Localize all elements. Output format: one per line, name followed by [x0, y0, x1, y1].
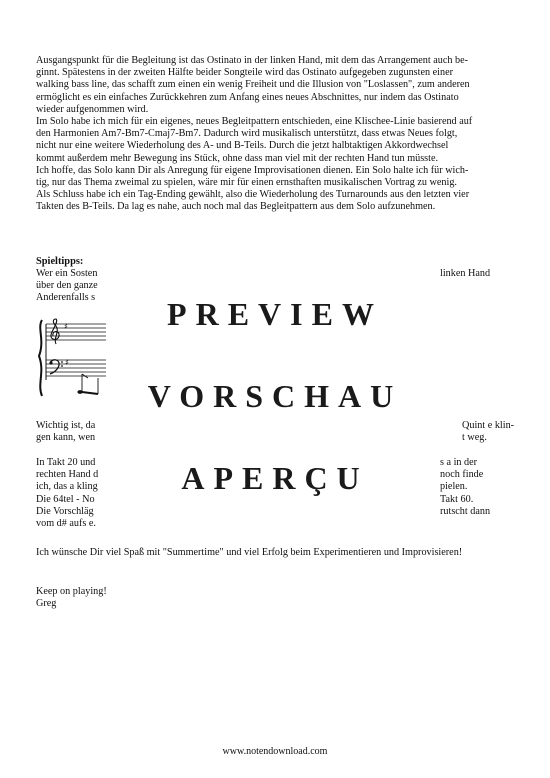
takt-line: Die Vorschläg: [36, 505, 94, 517]
intro-line: Als Schluss habe ich ein Tag-Ending gewählt, also die Wiederholung des Turnarounds aus den letzten vier: [36, 189, 470, 201]
intro-line: Im Solo habe ich mich für ein eigenes, neues Begleitpattern entschieden, eine Klischee-Linie basierend auf: [36, 116, 473, 128]
intro-line: nicht nur eine weitere Wiederholung des A- und B-Teils. Durch die jetzt halbtaktigen Akkordwechsel: [36, 140, 449, 152]
takt-line: Die 64tel - No: [36, 493, 95, 505]
takt-line: rechten Hand d: [36, 469, 99, 481]
watermark-vorschau: VORSCHAU: [147, 378, 403, 414]
intro-line: Takten des B-Teils. Da lag es nahe, auch noch mal das Begleitpattern aus dem Solo aufzunehmen.: [36, 201, 436, 213]
takt-line: s a in der: [440, 457, 478, 468]
intro-line: tig, nur das Thema zweimal zu spielen, wäre mir für einen ernsthaften musikalischen Vortrag zu wenig.: [36, 177, 457, 189]
intro-line: wieder aufgenommen wird.: [36, 103, 149, 115]
wichtig-line: t weg.: [462, 432, 487, 444]
wichtig-line: gen kann, wen: [36, 432, 96, 444]
takt-line: [440, 518, 490, 530]
sharp-icon: ♯: [64, 322, 68, 331]
wichtig-line: Quint e klin-: [462, 420, 515, 431]
intro-line: walking bass line, das schafft zum einen ein wenig Freiheit und die Illusion von "Loslassen", zum anderen: [36, 79, 470, 91]
signoff-name: Greg: [36, 598, 57, 610]
tips-line: Wer ein Sosten: [36, 268, 98, 279]
intro-line: ermöglicht es ein einfaches Zurückkehren zum Anfang eines neues Abschnittes, nur indem das Ostinato: [36, 91, 459, 103]
takt-line: noch finde: [440, 469, 484, 481]
tips-line: über den ganze: [36, 280, 98, 292]
signoff: [36, 586, 107, 610]
takt-line: In Takt 20 und: [36, 457, 96, 468]
intro-line: Ich hoffe, das Solo kann Dir als Anregung für eigene Improvisationen dienen. Ein Solo halte ich für wich-: [36, 164, 469, 176]
tips-line: linken Hand: [440, 268, 491, 279]
bass-staff: [46, 360, 106, 376]
tips-heading: Spieltipps:: [36, 256, 84, 267]
takt-line: Takt 60.: [440, 493, 474, 505]
intro-line: Ausgangspunkt für die Begleitung ist das Ostinato in der linken Hand, mit dem das Arrangement auch be-: [36, 55, 469, 66]
wichtig-text-left: [36, 420, 95, 444]
takt-line: pielen.: [440, 481, 468, 493]
tips-line: Anderenfalls s: [36, 292, 96, 304]
wichtig-text-right: [462, 420, 514, 444]
tips-text-right: [440, 268, 490, 280]
closing-sentence: Ich wünsche Dir viel Spaß mit "Summertime" und viel Erfolg beim Experimentieren und Improvisieren!: [36, 547, 463, 558]
intro-paragraph: [36, 55, 513, 214]
intro-line: den Harmonien Am7-Bm7-Cmaj7-Bm7. Dadurch wird musikalisch unterstützt, dass etwas Neues folgt,: [36, 128, 458, 140]
signoff-line: Keep on playing!: [36, 586, 107, 597]
intro-line: ginnt. Spätestens in der zweiten Hälfte beider Songteile wird das Ostinato aufgegeben zugunsten einer: [36, 67, 453, 79]
watermark-preview: PREVIEW: [167, 296, 383, 332]
watermark-apercu: APERÇU: [181, 460, 369, 496]
sharp-icon: ♯: [65, 358, 69, 367]
footer-url[interactable]: www.notendownload.com: [222, 746, 328, 757]
wichtig-line: Wichtig ist, da: [36, 420, 96, 431]
intro-line: kommt außerdem mehr Bewegung ins Stück, ohne dass man viel mit der rechten Hand tun müsste.: [36, 152, 439, 164]
takt-line: ich, das a kling: [36, 481, 98, 493]
takt-line: rutscht dann: [440, 505, 491, 517]
takt-line: vom d# aufs e.: [36, 518, 96, 530]
